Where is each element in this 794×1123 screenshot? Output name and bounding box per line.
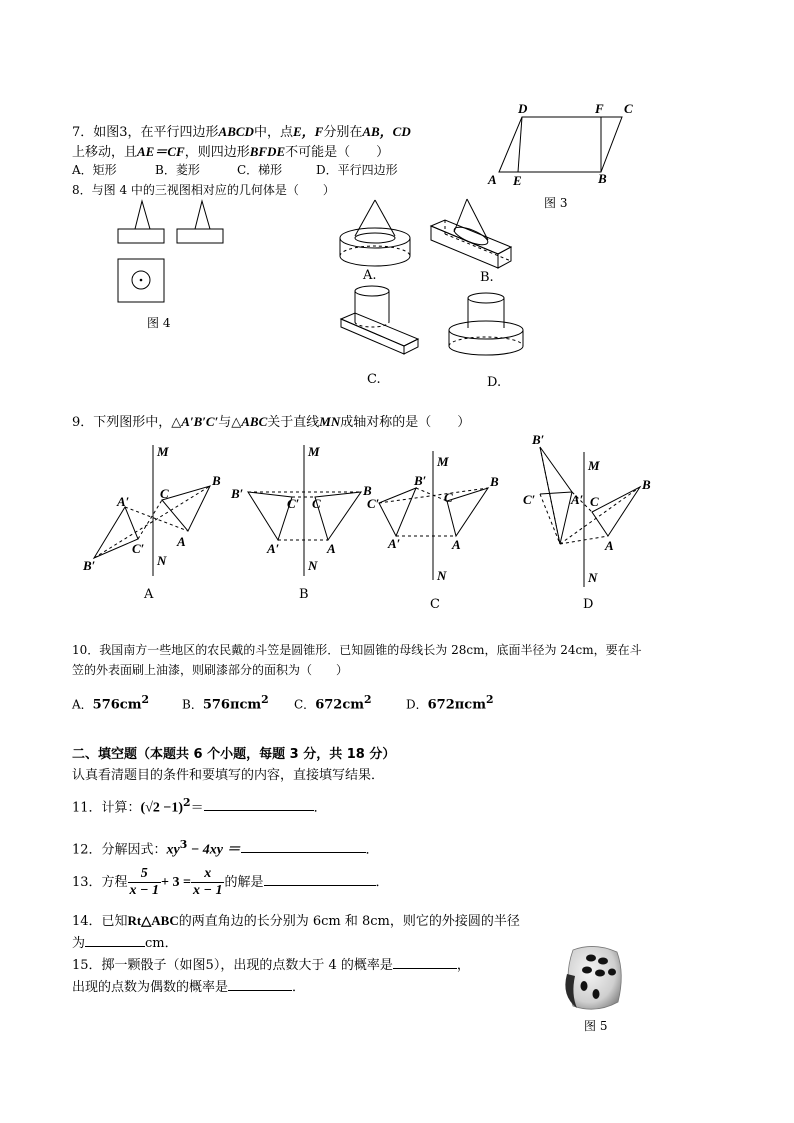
q9-figure-b bbox=[228, 440, 373, 580]
q11 bbox=[72, 796, 327, 816]
q9b-label-cp: C′ bbox=[287, 496, 300, 511]
q14-answer-blank[interactable] bbox=[85, 934, 145, 947]
q9a-label-c: C bbox=[160, 486, 169, 501]
q13-text: 的解是 bbox=[224, 875, 264, 890]
q14-unit: cm． bbox=[145, 936, 178, 951]
q13-denominator: x − 1 bbox=[129, 883, 160, 898]
q8-option-c: C. bbox=[367, 372, 381, 387]
q10-option-value: 672πcm bbox=[427, 697, 486, 713]
q7-text: ，则四边形 bbox=[184, 145, 250, 160]
q14-line1 bbox=[72, 910, 520, 929]
figure-5-die-icon bbox=[563, 944, 625, 1014]
fig3-caption: 图 3 bbox=[544, 196, 568, 210]
q13-answer-blank[interactable] bbox=[264, 873, 376, 886]
q10-option-a bbox=[72, 693, 149, 712]
q15-text: 出现的点数为偶数的概率是 bbox=[72, 980, 229, 995]
q7-option-d: D．平行四边形 bbox=[316, 163, 398, 177]
fig5-caption: 图 5 bbox=[584, 1019, 608, 1033]
q7-ef: E，F bbox=[292, 124, 324, 139]
q11-label: 11．计算： bbox=[72, 800, 141, 816]
q13-numerator: 5 bbox=[128, 866, 161, 883]
q10-line2: 笠的外表面刷上油漆，则刷漆部分的面积为（ ） bbox=[72, 663, 349, 677]
q12-exponent: 3 bbox=[179, 838, 188, 851]
q9a-label-n: N bbox=[157, 553, 167, 568]
q7-ab-cd: AB，CD bbox=[362, 124, 411, 139]
q14-triangle: Rt△ABC bbox=[127, 913, 179, 928]
q13 bbox=[72, 866, 389, 899]
q9a-label-ap: A′ bbox=[117, 494, 130, 509]
fig3-label-f: F bbox=[595, 101, 604, 116]
q10-option-sup: 2 bbox=[364, 693, 372, 706]
q9-option-a: A bbox=[144, 587, 154, 602]
q10-option-letter: B． bbox=[182, 697, 203, 712]
q9-option-d: D bbox=[583, 597, 594, 612]
q14-text: 为 bbox=[72, 936, 86, 951]
q9b-label-n: N bbox=[308, 558, 318, 573]
q9c-label-b: B bbox=[490, 474, 499, 489]
q9d-label-ap: A′ bbox=[571, 492, 584, 507]
q11-equals: ＝ bbox=[190, 800, 204, 816]
q9b-label-b: B bbox=[363, 483, 372, 498]
q9d-label-cp: C′ bbox=[523, 492, 536, 507]
q10-option-value: 672cm bbox=[315, 697, 364, 713]
q10-option-letter: A． bbox=[72, 697, 93, 712]
q11-expression: (√2 −1) bbox=[140, 800, 184, 816]
q9b-label-bp: B′ bbox=[231, 486, 244, 501]
q7-abcd: ABCD bbox=[218, 124, 254, 139]
q10-option-value: 576cm bbox=[92, 697, 142, 713]
q9-option-b: B bbox=[299, 587, 309, 602]
q8-option-d: D. bbox=[487, 375, 502, 390]
q12-answer-blank[interactable] bbox=[241, 840, 366, 853]
q11-answer-blank[interactable] bbox=[204, 798, 314, 811]
q7-text: 不可能是（ ） bbox=[285, 145, 390, 160]
q9-text: 关于直线 bbox=[267, 415, 320, 430]
q9b-label-ap: A′ bbox=[267, 541, 280, 556]
q15-text: 15．掷一颗骰子（如图5），出现的点数大于 4 的概率是 bbox=[72, 958, 393, 973]
q12-expression: xy bbox=[166, 842, 180, 858]
q13-fraction-1 bbox=[128, 866, 161, 899]
q8-solid-a bbox=[335, 196, 415, 271]
q9-figure-d bbox=[520, 432, 670, 592]
q9b-label-m: M bbox=[308, 444, 320, 459]
q9c-label-n: N bbox=[437, 568, 447, 583]
fig3-label-a: A bbox=[488, 172, 497, 187]
q9-text: 9．下列图形中，△ bbox=[72, 415, 182, 430]
fig4-caption: 图 4 bbox=[147, 316, 171, 330]
q13-label: 13．方程 bbox=[72, 875, 128, 890]
q9d-label-a: A bbox=[605, 538, 614, 553]
q10-option-sup: 2 bbox=[261, 693, 269, 706]
q10-option-d bbox=[406, 693, 494, 712]
q15-text: ， bbox=[456, 958, 470, 973]
q7-text: 上移动，且 bbox=[72, 145, 138, 160]
q9a-label-bp: B′ bbox=[83, 558, 96, 573]
q7-text: 分别在 bbox=[323, 125, 363, 140]
q15-answer-blank-1[interactable] bbox=[393, 956, 457, 969]
q9c-label-c: C bbox=[444, 490, 453, 505]
q9a-label-m: M bbox=[157, 444, 169, 459]
q8-option-a: A. bbox=[363, 268, 377, 283]
q7-condition: AE＝CF bbox=[137, 144, 185, 159]
q9c-label-bp: B′ bbox=[414, 473, 427, 488]
q8-option-b: B. bbox=[480, 270, 494, 285]
q9-text: 与△ bbox=[218, 415, 242, 430]
q9a-label-cp: C′ bbox=[132, 541, 145, 556]
q12-expression-rest: − 4xy ＝ bbox=[187, 842, 241, 858]
q8-text: 8．与图 4 中的三视图相对应的几何体是（ ） bbox=[72, 183, 335, 197]
q14-text: 14．已知 bbox=[72, 914, 128, 929]
q9a-label-b: B bbox=[212, 473, 221, 488]
q10-option-letter: C． bbox=[294, 697, 316, 712]
q13-denominator: x − 1 bbox=[193, 883, 223, 898]
q9-prime-triangle: A′B′C′ bbox=[181, 414, 219, 429]
q10-option-letter: D． bbox=[406, 697, 428, 712]
q15-line1 bbox=[72, 954, 470, 973]
q9-figure-a bbox=[80, 440, 230, 580]
q15-text: ． bbox=[292, 980, 306, 995]
q8-solid-b bbox=[428, 196, 518, 271]
q8-solid-c bbox=[338, 282, 423, 357]
q9d-label-n: N bbox=[588, 570, 598, 585]
q10-option-c bbox=[294, 693, 372, 712]
q12-end: ． bbox=[365, 842, 379, 858]
q9d-label-m: M bbox=[588, 458, 600, 473]
q9-line-mn: MN bbox=[319, 414, 341, 429]
q7-line1 bbox=[72, 121, 411, 140]
q9-text: 成轴对称的是（ ） bbox=[340, 415, 471, 430]
q14-text: 的两直角边的长分别为 6cm 和 8cm，则它的外接圆的半径 bbox=[178, 914, 520, 929]
q13-operator: + 3 = bbox=[161, 875, 191, 890]
figure-4-three-views bbox=[115, 198, 235, 308]
q9-figure-c bbox=[364, 448, 509, 588]
q9d-label-c: C bbox=[590, 494, 599, 509]
q8-solid-d bbox=[446, 290, 526, 360]
q10-option-b bbox=[182, 693, 269, 712]
q12-label: 12．分解因式： bbox=[72, 842, 167, 858]
q9c-label-cp: C′ bbox=[367, 496, 380, 511]
q10-option-sup: 2 bbox=[485, 693, 494, 706]
section-2-title: 二、填空题（本题共 6 个小题，每题 3 分，共 18 分） bbox=[72, 747, 396, 762]
q7-text: 中，点 bbox=[253, 125, 293, 140]
figure-3-parallelogram bbox=[485, 100, 635, 195]
q9d-label-b: B bbox=[642, 477, 651, 492]
section-2-intro: 认真看清题目的条件和要填写的内容，直接填写结果． bbox=[72, 768, 385, 783]
q7-text: 7．如图3，在平行四边形 bbox=[72, 125, 219, 140]
q15-line2 bbox=[72, 976, 305, 995]
q11-exponent: 2 bbox=[183, 796, 191, 809]
q9c-label-m: M bbox=[437, 454, 449, 469]
q7-bfde: BFDE bbox=[249, 144, 286, 159]
q9-option-c: C bbox=[430, 597, 440, 612]
q7-option-b: B．菱形 bbox=[155, 163, 200, 177]
q9a-label-a: A bbox=[177, 534, 186, 549]
q15-answer-blank-2[interactable] bbox=[228, 978, 292, 991]
q14-line2 bbox=[72, 932, 178, 951]
q9-stem bbox=[72, 411, 470, 430]
fig3-label-c: C bbox=[624, 101, 633, 116]
fig3-label-e: E bbox=[513, 173, 522, 188]
q11-end: ． bbox=[313, 800, 327, 816]
q7-option-c: C．梯形 bbox=[237, 163, 283, 177]
q7-option-a: A．矩形 bbox=[72, 163, 117, 177]
q10-option-sup: 2 bbox=[141, 693, 150, 706]
q13-numerator: x bbox=[191, 866, 224, 883]
fig3-label-b: B bbox=[598, 171, 607, 186]
q9c-label-ap: A′ bbox=[388, 536, 401, 551]
q9c-label-a: A bbox=[452, 537, 461, 552]
q10-option-value: 576πcm bbox=[202, 697, 262, 713]
q9b-label-c: C bbox=[312, 496, 321, 511]
q9-triangle: ABC bbox=[241, 414, 268, 429]
q9b-label-a: A bbox=[327, 541, 336, 556]
fig3-label-d: D bbox=[518, 101, 528, 116]
q7-line2 bbox=[72, 141, 389, 160]
q9d-label-bp: B′ bbox=[532, 432, 545, 447]
q12 bbox=[72, 838, 379, 858]
q13-fraction-2 bbox=[191, 866, 224, 899]
q13-end: ． bbox=[375, 875, 389, 890]
q10-line1: 10．我国南方一些地区的农民戴的斗笠是圆锥形．已知圆锥的母线长为 28cm，底面半径为 24cm，要在斗 bbox=[72, 643, 642, 657]
